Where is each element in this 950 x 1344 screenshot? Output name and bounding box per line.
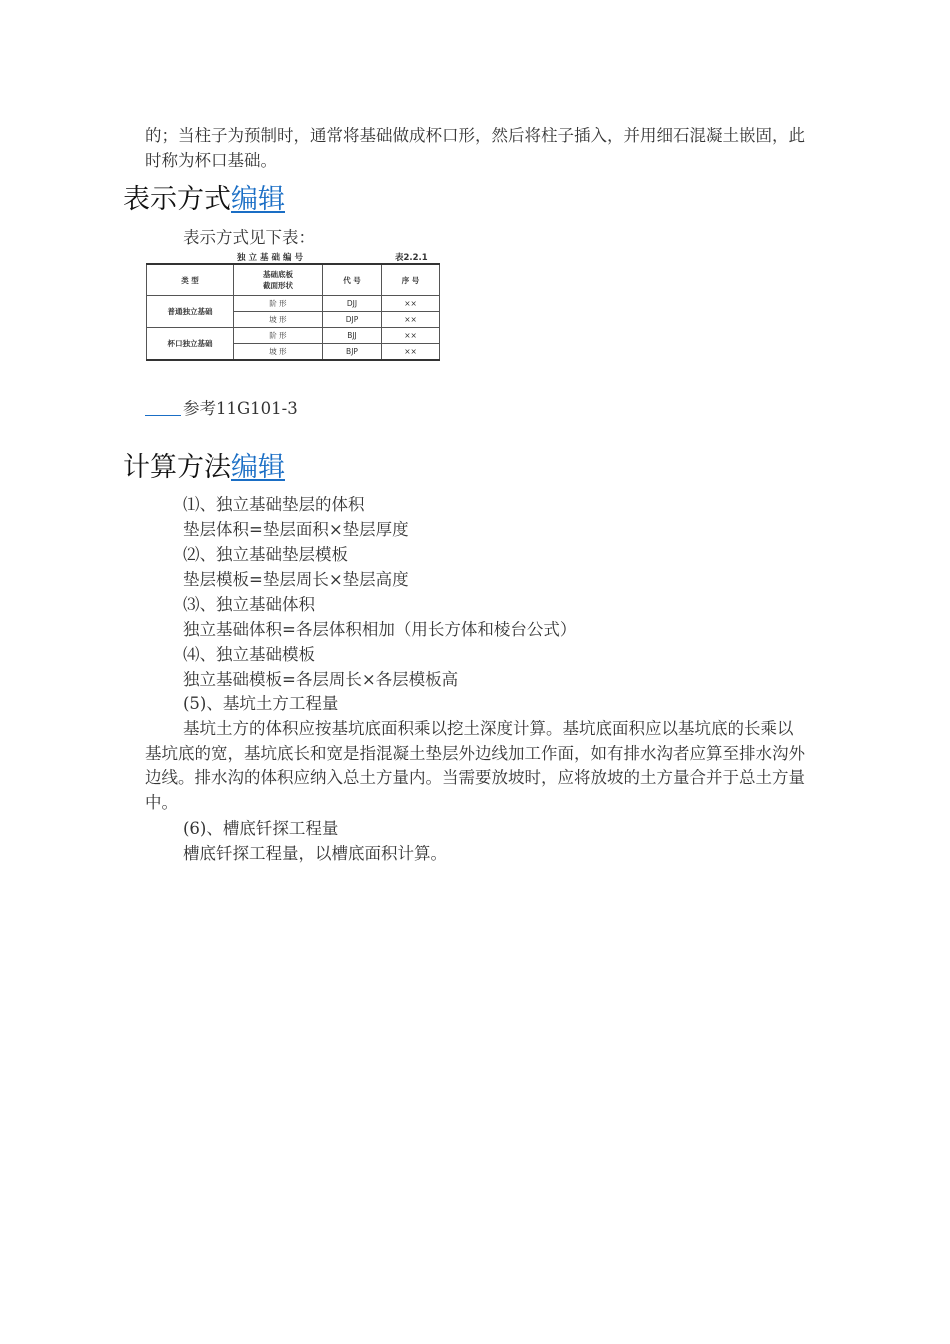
row-shape: 阶 形	[234, 296, 323, 312]
row-shape: 阶 形	[234, 328, 323, 344]
calc-item: 独立基础模板=各层周长×各层模板高	[183, 670, 459, 689]
pit-paragraph: 基坑土方的体积应按基坑底面积乘以挖土深度计算。基坑底面积应以基坑底的长乘以基坑底的宽，基坑底长和宽是指混凝土垫层外边线加工作面，如有排水沟者应算至排水沟外边线。排水沟的体积应纳入总土方量内。当需要放坡时，应将放坡的土方量合并于总土方量中。	[145, 719, 805, 812]
row-code: BJP	[323, 344, 382, 361]
calc-item: ⑴、独立基础垫层的体积	[183, 495, 365, 514]
row-type: 普通独立基础	[147, 296, 234, 328]
calc-item: 垫层模板=垫层周长×垫层高度	[183, 570, 409, 589]
table-number: 表2.2.1	[395, 253, 428, 263]
row-code: DJJ	[323, 296, 382, 312]
calc-item: 垫层体积=垫层面积×垫层厚度	[183, 520, 409, 539]
row-seq: ××	[382, 328, 440, 344]
header-shape: 基础底板 截面形状	[234, 264, 323, 296]
foundation-code-table	[146, 263, 440, 361]
section-title: 计算方法	[123, 452, 231, 483]
calc-item: 独立基础体积=各层体积相加（用长方体和棱台公式）	[183, 620, 577, 639]
calc-item: ⑵、独立基础垫层模板	[183, 545, 348, 564]
calc-item: (6)、槽底钎探工程量	[183, 819, 339, 838]
intro-paragraph: 的；当柱子为预制时，通常将基础做成杯口形，然后将柱子插入，并用细石混凝土嵌固，此时称为杯口基础。	[145, 126, 805, 170]
reference-text: 参考11G101-3	[183, 399, 298, 418]
foundation-code-table-figure	[145, 249, 441, 367]
row-seq: ××	[382, 296, 440, 312]
table-row	[147, 328, 440, 344]
section-heading-display	[123, 183, 285, 217]
calc-item: (5)、基坑土方工程量	[183, 694, 339, 713]
row-seq: ××	[382, 344, 440, 361]
section-heading-calc	[123, 451, 285, 485]
reference-line	[145, 397, 298, 422]
calc-item: 槽底钎探工程量，以槽底面积计算。	[183, 844, 447, 863]
table-row	[147, 296, 440, 312]
header-code: 代 号	[323, 264, 382, 296]
row-shape: 坡 形	[234, 344, 323, 361]
calc-item: ⑶、独立基础体积	[183, 595, 315, 614]
edit-link[interactable]: 编辑	[231, 452, 285, 483]
row-seq: ××	[382, 312, 440, 328]
row-shape: 坡 形	[234, 312, 323, 328]
header-type: 类 型	[147, 264, 234, 296]
row-type: 杯口独立基础	[147, 328, 234, 361]
reference-link-blank[interactable]	[145, 399, 181, 416]
section-title: 表示方式	[123, 184, 231, 215]
calc-item: ⑷、独立基础模板	[183, 645, 315, 664]
table-header-row	[147, 264, 440, 296]
row-code: BJJ	[323, 328, 382, 344]
table-title: 独立基础编号	[237, 253, 307, 263]
table-intro-text: 表示方式见下表：	[183, 228, 315, 247]
edit-link[interactable]: 编辑	[231, 184, 285, 215]
header-seq: 序 号	[382, 264, 440, 296]
row-code: DJP	[323, 312, 382, 328]
